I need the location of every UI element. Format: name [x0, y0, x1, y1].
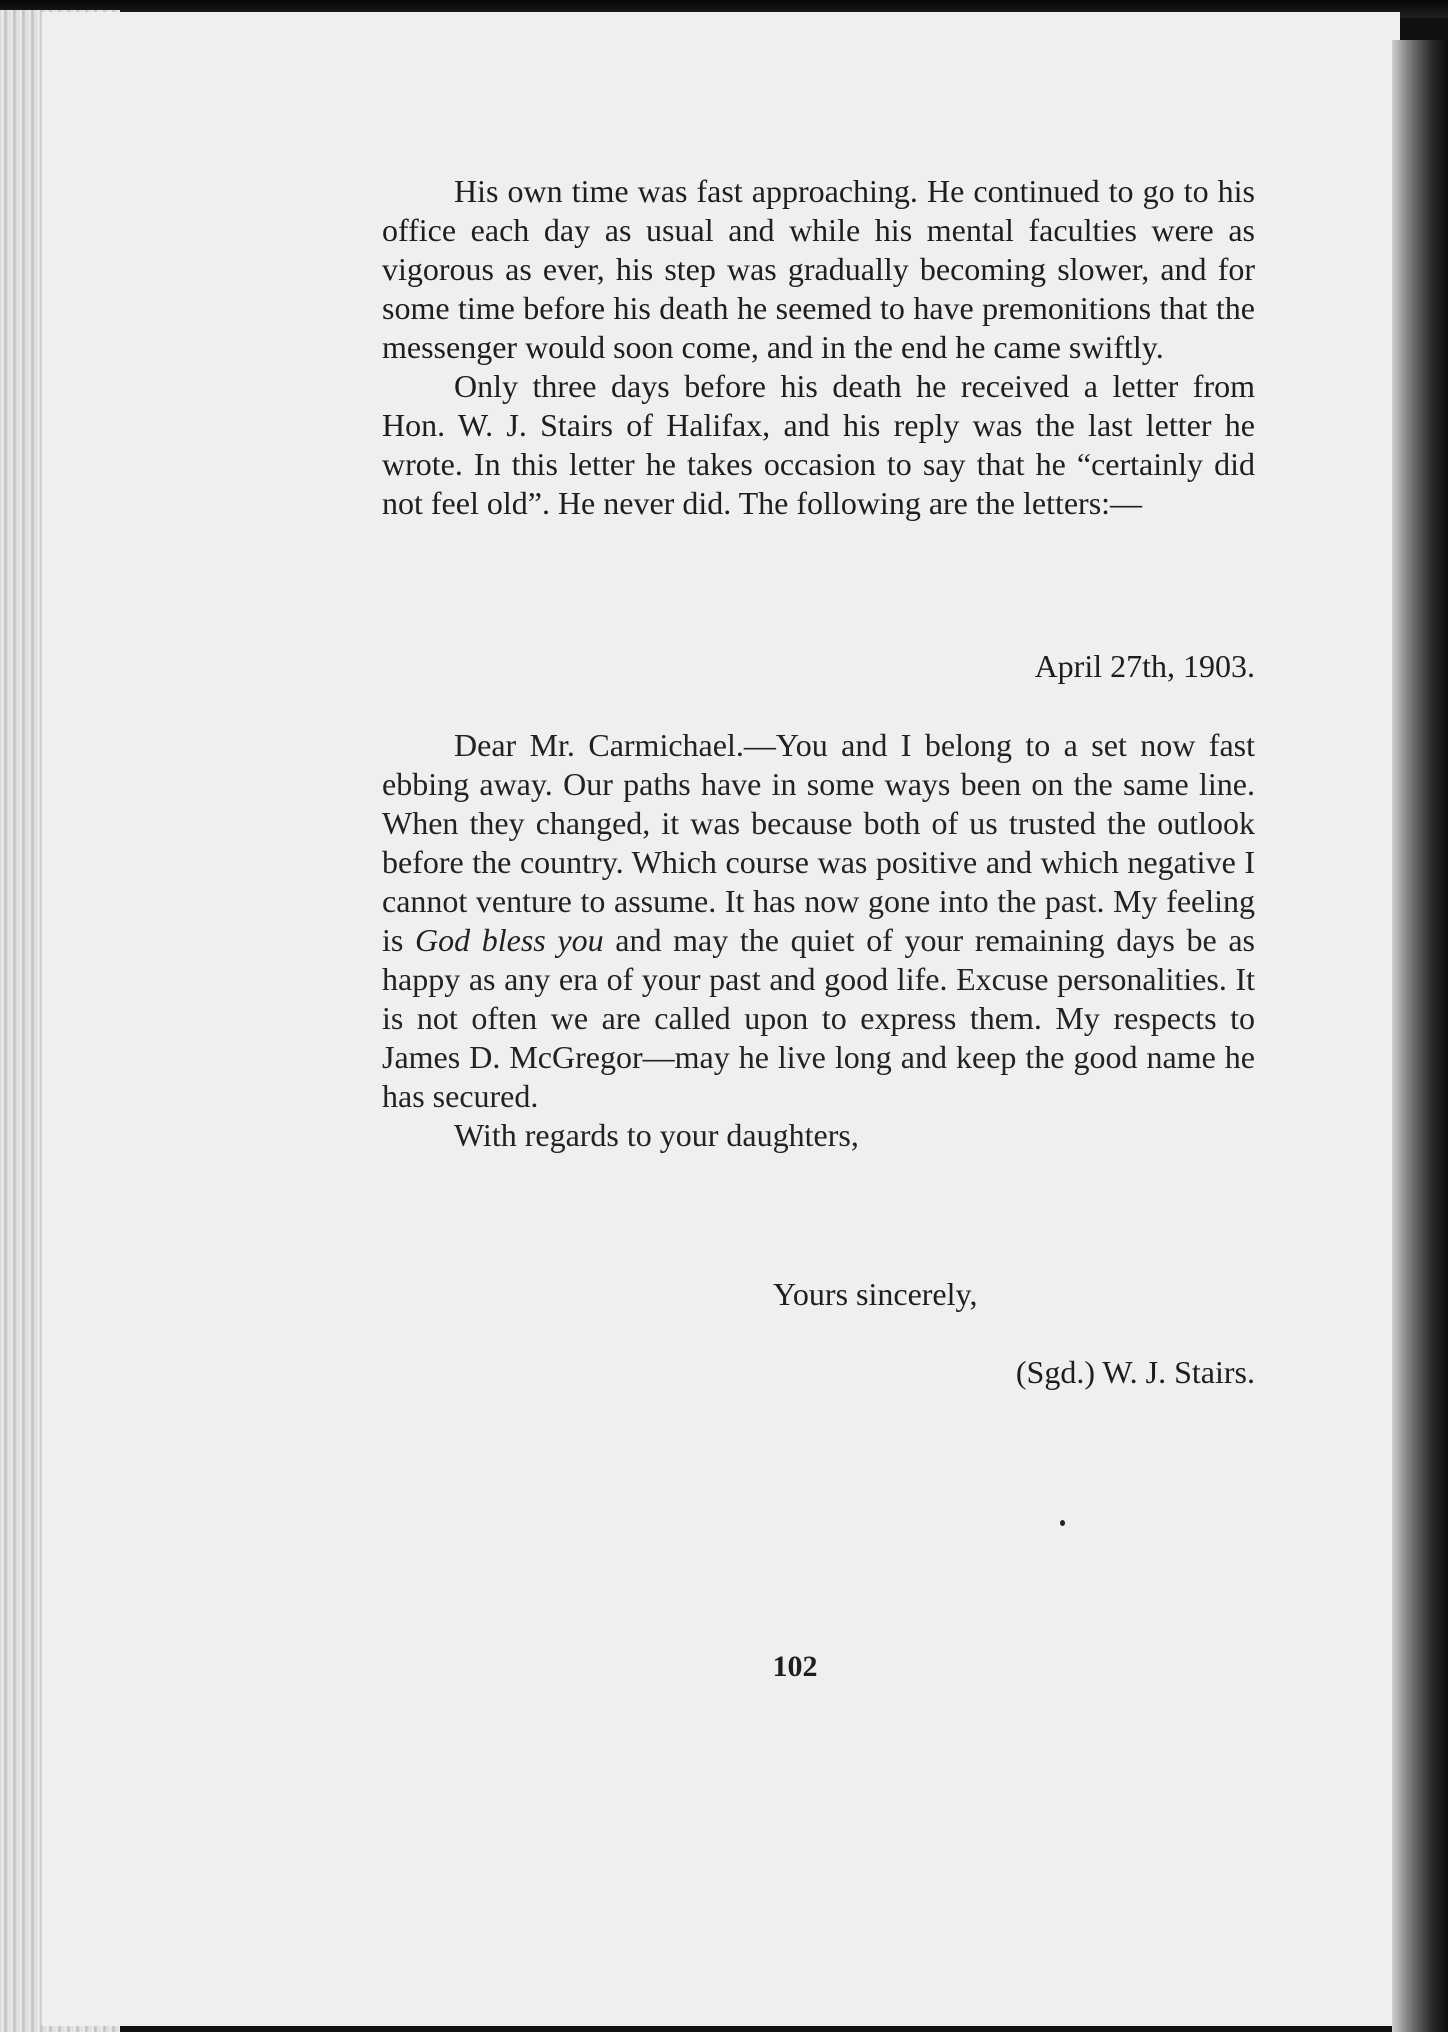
paragraph-1: His own time was fast approaching. He continued to go to his office each day as usual and while his mental faculties were as vigorous as ever, his step was gradually becoming slower, and for some time before his death he seemed to have premonitions that the messenger would soon come, and in the end he came swiftly. — [382, 173, 1255, 365]
letter-text-start: Dear Mr. Carmichael.—You and I belong to a set now fast ebbing away. Our paths have in some ways been on the same line. When they changed, it was because both of us trusted the outlook before the country. Which course was positive and which negative I cannot venture to assume. It has now gone into the past. My feeling is — [382, 727, 1255, 958]
letter-signature: (Sgd.) W. J. Stairs. — [1015, 1354, 1255, 1390]
paragraph-2: Only three days before his death he received a letter from Hon. W. J. Stairs of Halifax, and his reply was the last letter he wrote. In this letter he takes occasion to say that he “certainly did not feel old”. He never did. The following are the letters:— — [382, 368, 1255, 521]
letter-italic-phrase: God bless you — [415, 922, 604, 958]
letter-date: April 27th, 1903. — [1034, 648, 1255, 684]
book-binding-shadow — [1392, 40, 1448, 2032]
letter-regards: With regards to your daughters, — [454, 1117, 859, 1153]
letter-closing: Yours sincerely, — [773, 1276, 978, 1312]
ink-speck — [1060, 1520, 1065, 1526]
page-number: 102 — [772, 1650, 818, 1683]
letter-body — [382, 726, 1255, 1155]
body-text — [382, 172, 1255, 523]
letter-paragraph — [382, 726, 1255, 1116]
letter-text-end: and may the quiet of your remaining days be as happy as any era of your past and good life. Excuse personalities. It is not often we are called upon to express them. My respects to James D. McGregor—may he live long and keep the good name he has secured. — [382, 922, 1256, 1114]
